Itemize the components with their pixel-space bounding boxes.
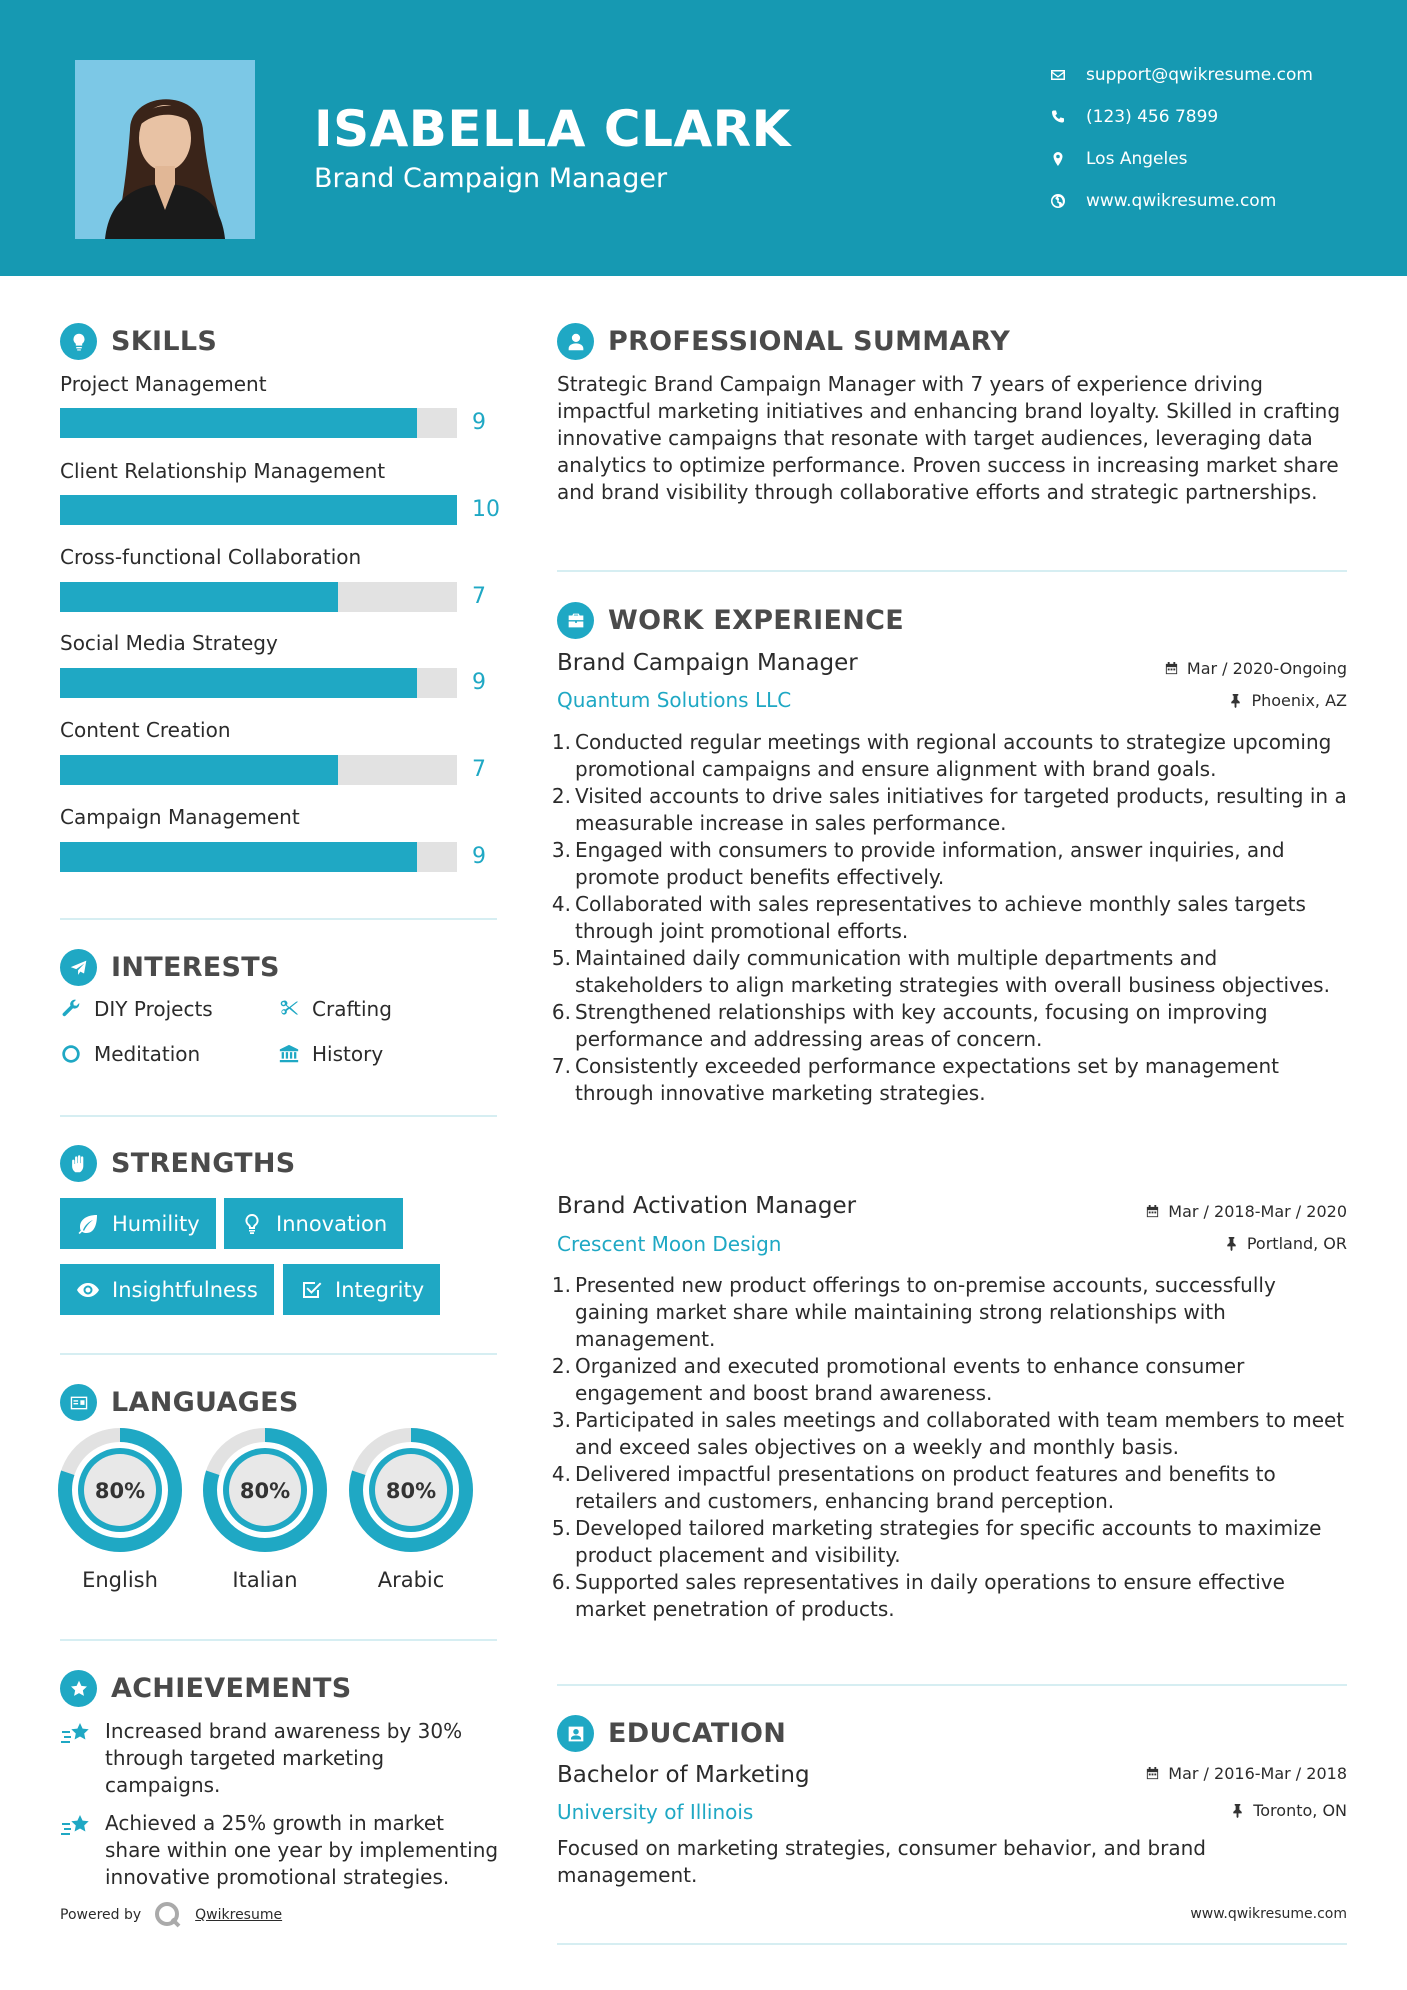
contact-email[interactable] <box>1050 54 1313 96</box>
skill-score: 10 <box>472 497 500 522</box>
scissors-icon <box>278 998 300 1020</box>
list-item: 5. Maintained daily communication with multiple departments and stakeholders to align marketing strategies with overall business objectives. <box>551 946 1330 997</box>
job-dates <box>1164 659 1347 678</box>
education-location-text: Toronto, ON <box>1253 1801 1347 1820</box>
contact-phone-text: (123) 456 7899 <box>1086 107 1219 127</box>
star-badge-icon <box>60 1670 97 1707</box>
education-dates <box>1145 1764 1347 1783</box>
achievements-title: ACHIEVEMENTS <box>111 1673 352 1704</box>
skill-bar-fill <box>60 668 417 698</box>
company-name: Crescent Moon Design <box>557 1232 782 1256</box>
skill-bar <box>60 755 457 785</box>
contact-website[interactable] <box>1050 180 1313 222</box>
job-dates-text: Mar / 2018-Mar / 2020 <box>1168 1202 1347 1221</box>
skill-score: 7 <box>472 584 486 609</box>
skill-name: Project Management <box>60 372 267 396</box>
graduate-icon <box>557 1715 594 1752</box>
interest-item <box>60 1042 200 1066</box>
languages-heading <box>60 1384 299 1421</box>
school-name: University of Illinois <box>557 1800 754 1824</box>
skill-score: 9 <box>472 410 486 435</box>
user-icon <box>557 323 594 360</box>
education-dates-text: Mar / 2016-Mar / 2018 <box>1168 1764 1347 1783</box>
bullet-text: Visited accounts to drive sales initiatives for targeted products, resulting in a measurable increase in sales performance. <box>575 784 1347 835</box>
interest-label: History <box>312 1042 384 1066</box>
calendar-icon <box>1164 661 1179 676</box>
section-divider <box>557 1684 1347 1686</box>
experience-heading <box>557 602 904 639</box>
skill-name: Client Relationship Management <box>60 459 386 483</box>
leaf-icon <box>76 1212 100 1236</box>
list-item: 3. Engaged with consumers to provide information, answer inquiries, and promote product benefits effectively. <box>551 838 1285 889</box>
wrench-icon <box>60 998 82 1020</box>
skill-name: Campaign Management <box>60 805 300 829</box>
pushpin-icon <box>1230 1803 1245 1818</box>
list-item: 4. Delivered impactful presentations on product features and benefits to retailers and customers, enhancing brand perception. <box>551 1462 1276 1513</box>
phone-icon <box>1050 109 1086 125</box>
lightbulb-icon <box>60 323 97 360</box>
list-item: 4. Collaborated with sales representatives to achieve monthly sales targets through joint promotional efforts. <box>551 892 1306 943</box>
list-item: 2. Visited accounts to drive sales initiatives for targeted products, resulting in a measurable increase in sales performance. <box>551 784 1347 835</box>
gauge-label: 80% <box>385 1479 437 1503</box>
lightbulb-icon <box>240 1212 264 1236</box>
bullet-text: Maintained daily communication with multiple departments and stakeholders to align marketing strategies with overall business objectives. <box>575 946 1330 997</box>
strengths-title: STRENGTHS <box>111 1148 296 1179</box>
list-item: 1. Conducted regular meetings with regional accounts to strategize upcoming promotional campaigns and ensure alignment with brand goals. <box>551 730 1332 781</box>
language-item <box>203 1428 327 1592</box>
list-item: 2. Organized and executed promotional events to enhance consumer engagement and boost brand awareness. <box>551 1354 1245 1405</box>
list-item: 1. Presented new product offerings to on-premise accounts, successfully gaining market share while maintaining strong relationships with management. <box>551 1273 1276 1351</box>
summary-heading <box>557 323 1010 360</box>
achievement-text: Increased brand awareness by 30% through targeted marketing campaigns. <box>105 1719 463 1797</box>
language-gauge <box>58 1428 182 1552</box>
experience-title: WORK EXPERIENCE <box>608 605 904 636</box>
language-item <box>349 1428 473 1592</box>
powered-by-label: Powered by <box>60 1907 142 1923</box>
interest-item <box>278 1042 383 1066</box>
skill-name: Cross-functional Collaboration <box>60 545 362 569</box>
interest-item <box>278 997 392 1021</box>
bullet-text: Participated in sales meetings and collaborated with team members to meet and exceed sales objectives on a weekly and monthly basis. <box>575 1408 1345 1459</box>
education-title: EDUCATION <box>608 1718 787 1749</box>
section-divider <box>557 570 1347 572</box>
contact-website-text: www.qwikresume.com <box>1086 191 1277 211</box>
bullet-text: Collaborated with sales representatives to achieve monthly sales targets through joint promotional efforts. <box>575 892 1306 943</box>
interest-item <box>60 997 213 1021</box>
powered-by <box>60 1900 282 1930</box>
language-name: Arabic <box>377 1568 445 1592</box>
skills-heading <box>60 323 217 360</box>
hand-icon <box>60 1145 97 1182</box>
list-item: 5. Developed tailored marketing strategies for specific accounts to maximize product placement and visibility. <box>551 1516 1322 1567</box>
job-location-text: Portland, OR <box>1246 1234 1347 1253</box>
footer-website[interactable]: www.qwikresume.com <box>1190 1906 1347 1922</box>
section-divider <box>60 918 497 920</box>
eye-icon <box>76 1278 100 1302</box>
section-divider <box>60 1353 497 1355</box>
section-divider <box>557 1943 1347 1945</box>
paper-plane-icon <box>60 949 97 986</box>
globe-icon <box>1050 193 1086 209</box>
skill-name: Social Media Strategy <box>60 631 278 655</box>
header-banner <box>0 0 1407 276</box>
strength-badge <box>283 1264 440 1315</box>
contact-email-text: support@qwikresume.com <box>1086 65 1313 85</box>
education-location <box>1230 1801 1347 1820</box>
map-pin-icon <box>1050 151 1086 167</box>
skill-bar <box>60 495 457 525</box>
bullet-text: Engaged with consumers to provide information, answer inquiries, and promote product benefits effectively. <box>575 838 1285 889</box>
achievements-heading <box>60 1670 352 1707</box>
skill-bar <box>60 668 457 698</box>
skills-title: SKILLS <box>111 326 218 357</box>
candidate-role: Brand Campaign Manager <box>314 163 668 194</box>
language-name: English <box>82 1568 158 1592</box>
bullet-text: Consistently exceeded performance expectations set by management through innovative marketing strategies. <box>575 1054 1279 1105</box>
section-divider <box>60 1115 497 1117</box>
education-heading <box>557 1715 786 1752</box>
interest-label: Crafting <box>312 997 392 1021</box>
job-location-text: Phoenix, AZ <box>1251 691 1347 710</box>
skill-bar <box>60 842 457 872</box>
bullet-text: Strengthened relationships with key accounts, focusing on improving performance and addressing areas of concern. <box>575 1000 1268 1051</box>
bullet-text: Organized and executed promotional events to enhance consumer engagement and boost brand awareness. <box>575 1354 1245 1405</box>
achievement-item <box>60 1718 500 1799</box>
contact-location <box>1050 138 1313 180</box>
skill-bar <box>60 582 457 612</box>
interests-heading <box>60 949 280 986</box>
job-dates <box>1145 1202 1347 1221</box>
list-item: 6. Supported sales representatives in daily operations to ensure effective market penetration of products. <box>551 1570 1285 1621</box>
summary-text: Strategic Brand Campaign Manager with 7 years of experience driving impactful marketing initiatives and enhancing brand loyalty. Skilled in crafting innovative campaigns that resonate with target audiences, leveraging data analytics to optimize performance. Proven success in increasing market share and brand visibility through collaborative efforts and strategic partnerships. <box>557 372 1341 504</box>
strength-badge <box>224 1198 403 1249</box>
achievement-text: Achieved a 25% growth in market share within one year by implementing innovative promotional strategies. <box>105 1811 499 1889</box>
list-item: 6. Strengthened relationships with key accounts, focusing on improving performance and addressing areas of concern. <box>551 1000 1268 1051</box>
job-location <box>1228 691 1347 710</box>
skill-bar-fill <box>60 842 417 872</box>
candidate-name: ISABELLA CLARK <box>314 100 791 158</box>
language-item <box>58 1428 182 1592</box>
skill-bar-fill <box>60 755 338 785</box>
circle-icon <box>60 1043 82 1065</box>
skill-bar <box>60 408 457 438</box>
skill-bar-fill <box>60 408 417 438</box>
achievement-item <box>60 1810 500 1891</box>
pushpin-icon <box>1228 693 1243 708</box>
calendar-icon <box>1145 1766 1160 1781</box>
job-title: Brand Campaign Manager <box>557 650 858 676</box>
interest-label: Meditation <box>94 1042 201 1066</box>
brand-link[interactable]: Qwikresume <box>195 1907 283 1923</box>
pushpin-icon <box>1224 1236 1239 1251</box>
list-item: 7. Consistently exceeded performance expectations set by management through innovative marketing strategies. <box>551 1054 1279 1105</box>
strength-label: Humility <box>112 1211 200 1236</box>
bullet-text: Delivered impactful presentations on product features and benefits to retailers and customers, enhancing brand perception. <box>575 1462 1276 1513</box>
gauge-label: 80% <box>94 1479 146 1503</box>
profile-photo-portrait <box>75 60 255 239</box>
job-location <box>1224 1234 1347 1253</box>
degree-title: Bachelor of Marketing <box>557 1762 810 1788</box>
language-gauge <box>203 1428 327 1552</box>
skill-bar-fill <box>60 495 457 525</box>
interests-title: INTERESTS <box>111 952 280 983</box>
summary-title: PROFESSIONAL SUMMARY <box>608 326 1011 357</box>
skill-score: 9 <box>472 670 486 695</box>
skill-bar-fill <box>60 582 338 612</box>
education-description: Focused on marketing strategies, consumer behavior, and brand management. <box>557 1836 1206 1887</box>
skill-score: 7 <box>472 757 486 782</box>
shooting-star-icon <box>60 1721 92 1749</box>
contact-phone[interactable] <box>1050 96 1313 138</box>
bullet-text: Developed tailored marketing strategies for specific accounts to maximize product placement and visibility. <box>575 1516 1322 1567</box>
strengths-heading <box>60 1145 296 1182</box>
shooting-star-icon <box>60 1813 92 1841</box>
job-dates-text: Mar / 2020-Ongoing <box>1186 659 1347 678</box>
section-divider <box>60 1639 497 1641</box>
check-square-icon <box>299 1278 323 1302</box>
company-name: Quantum Solutions LLC <box>557 688 792 712</box>
qwikresume-logo-icon <box>153 1900 183 1930</box>
languages-title: LANGUAGES <box>111 1387 299 1418</box>
language-gauge <box>349 1428 473 1552</box>
calendar-icon <box>1145 1204 1160 1219</box>
job-bullets <box>551 1272 1347 1623</box>
strength-label: Integrity <box>335 1277 425 1302</box>
museum-icon <box>278 1043 300 1065</box>
contact-location-text: Los Angeles <box>1086 149 1188 169</box>
gauge-label: 80% <box>239 1479 291 1503</box>
list-item: 3. Participated in sales meetings and collaborated with team members to meet and exceed sales objectives on a weekly and monthly basis. <box>551 1408 1345 1459</box>
job-bullets <box>551 729 1347 1107</box>
strength-label: Insightfulness <box>112 1277 258 1302</box>
interest-label: DIY Projects <box>94 997 213 1021</box>
language-card-icon <box>60 1384 97 1421</box>
strength-badge <box>60 1264 274 1315</box>
language-name: Italian <box>232 1568 298 1592</box>
skill-score: 9 <box>472 844 486 869</box>
contact-list <box>1050 54 1313 222</box>
envelope-icon <box>1050 67 1086 83</box>
bullet-text: Presented new product offerings to on-premise accounts, successfully gaining market share while maintaining strong relationships with management. <box>575 1273 1276 1351</box>
bullet-text: Supported sales representatives in daily operations to ensure effective market penetration of products. <box>575 1570 1285 1621</box>
skill-name: Content Creation <box>60 718 231 742</box>
strength-badge <box>60 1198 216 1249</box>
job-title: Brand Activation Manager <box>557 1193 857 1219</box>
strength-label: Innovation <box>276 1211 388 1236</box>
profile-photo <box>75 60 255 239</box>
bullet-text: Conducted regular meetings with regional accounts to strategize upcoming promotional campaigns and ensure alignment with brand goals. <box>575 730 1332 781</box>
briefcase-icon <box>557 602 594 639</box>
